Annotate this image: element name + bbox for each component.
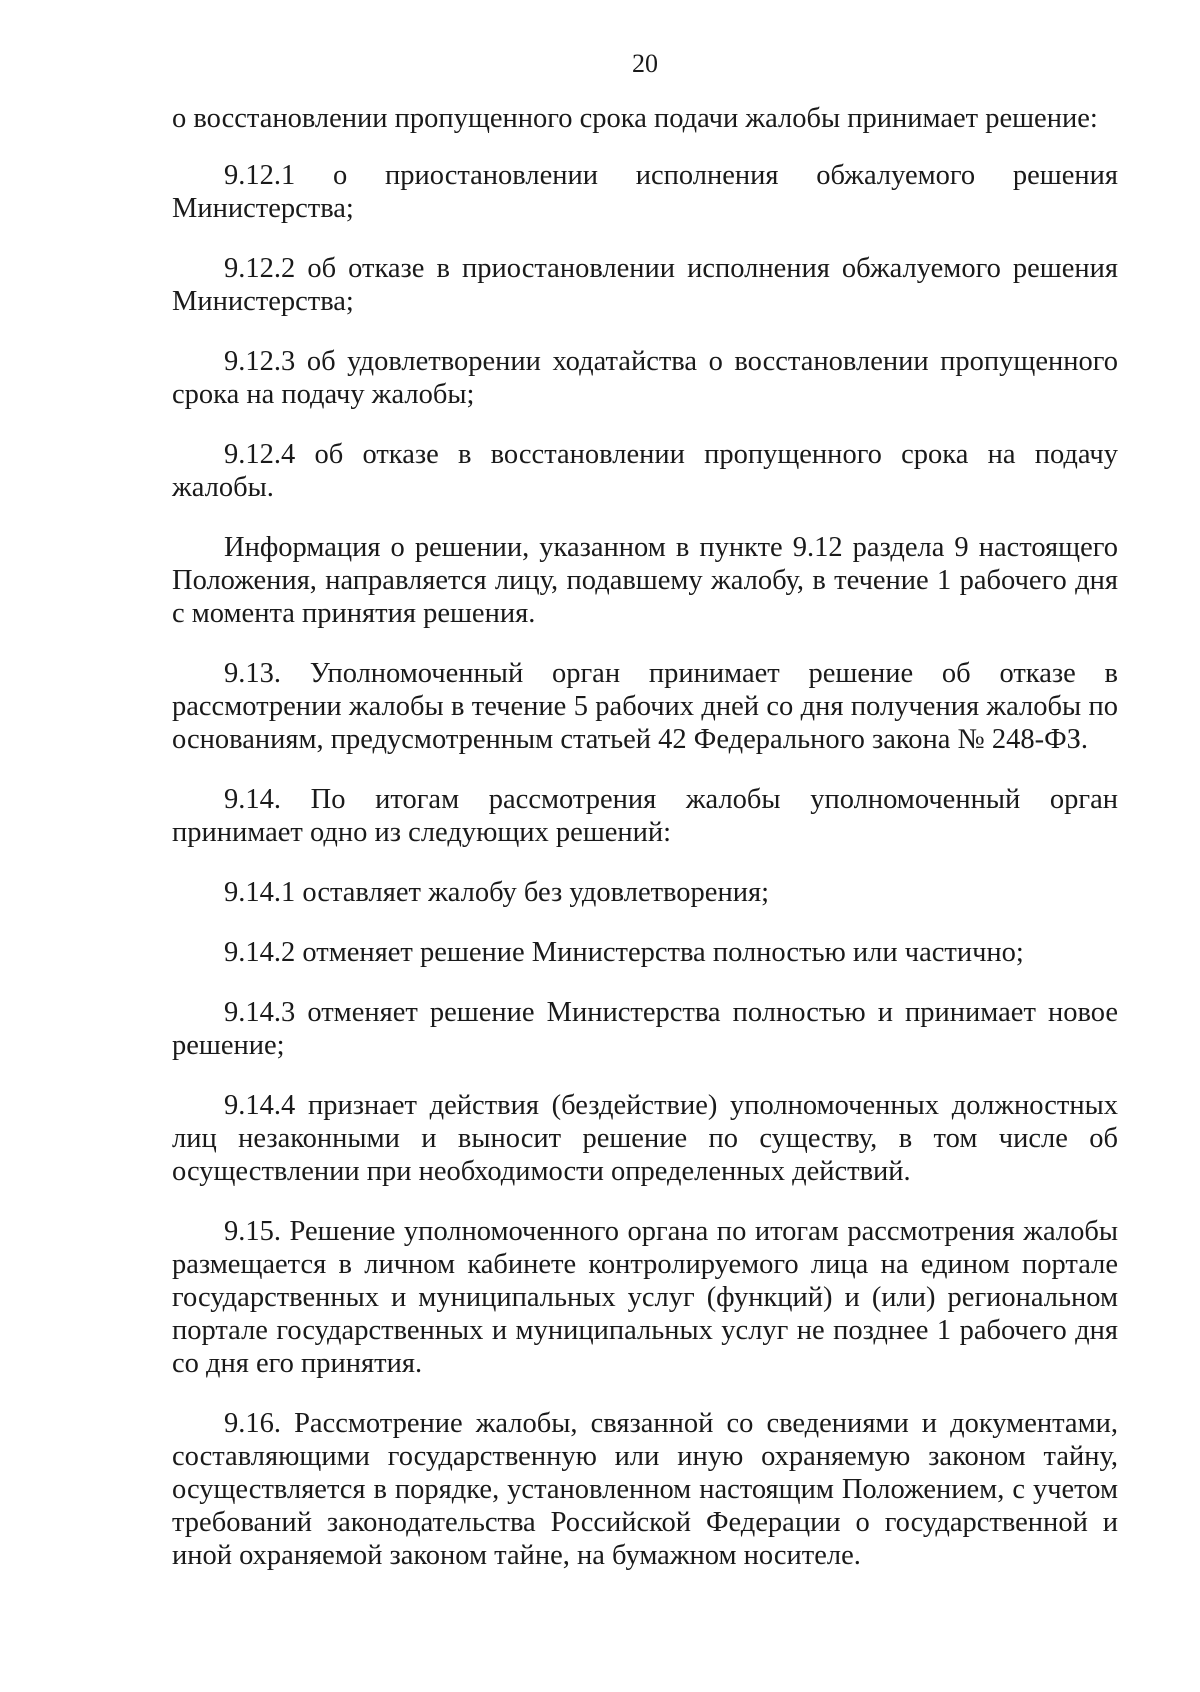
paragraph-9-12-3: 9.12.3 об удовлетворении ходатайства о восстановлении пропущенного срока на подачу жалобы;: [172, 346, 1118, 410]
paragraph-9-12-1: 9.12.1 о приостановлении исполнения обжалуемого решения Министерства;: [172, 160, 1118, 224]
paragraph-9-12-4: 9.12.4 об отказе в восстановлении пропущенного срока на подачу жалобы.: [172, 439, 1118, 503]
paragraph-9-14-3: 9.14.3 отменяет решение Министерства полностью и принимает новое решение;: [172, 997, 1118, 1061]
paragraph-9-12-2: 9.12.2 об отказе в приостановлении исполнения обжалуемого решения Министерства;: [172, 253, 1118, 317]
paragraph-9-14: 9.14. По итогам рассмотрения жалобы уполномоченный орган принимает одно из следующих решений:: [172, 784, 1118, 848]
document-body: [172, 102, 1118, 1599]
paragraph-continuation: о восстановлении пропущенного срока подачи жалобы принимает решение:: [172, 103, 1098, 134]
paragraph-information: Информация о решении, указанном в пункте 9.12 раздела 9 настоящего Положения, направляется лицу, подавшему жалобу, в течение 1 рабочего дня с момента принятия решения.: [172, 532, 1118, 629]
paragraph-9-14-4: 9.14.4 признает действия (бездействие) уполномоченных должностных лиц незаконными и выносит решение по существу, в том числе об осуществлении при необходимости определенных действий.: [172, 1090, 1118, 1187]
page-number: 20: [632, 49, 658, 78]
paragraph-9-15: 9.15. Решение уполномоченного органа по итогам рассмотрения жалобы размещается в личном кабинете контролируемого лица на едином портале государственных и муниципальных услуг (функций) и (или) региональном портале государственных и муниципальных услуг не позднее 1 рабочего дня со дня его принятия.: [172, 1216, 1118, 1379]
paragraph-9-13: 9.13. Уполномоченный орган принимает решение об отказе в рассмотрении жалобы в течение 5 рабочих дней со дня получения жалобы по основаниям, предусмотренным статьей 42 Федерального закона № 248-ФЗ.: [172, 658, 1118, 755]
paragraph-9-14-1: 9.14.1 оставляет жалобу без удовлетворения;: [224, 877, 769, 908]
paragraph-9-16: 9.16. Рассмотрение жалобы, связанной со сведениями и документами, составляющими государственную или иную охраняемую законом тайну, осуществляется в порядке, установленном настоящим Положением, с учетом требований законодательства Российской Федерации о государственной и иной охраняемой законом тайне, на бумажном носителе.: [172, 1408, 1118, 1571]
paragraph-9-14-2: 9.14.2 отменяет решение Министерства полностью или частично;: [224, 937, 1024, 968]
